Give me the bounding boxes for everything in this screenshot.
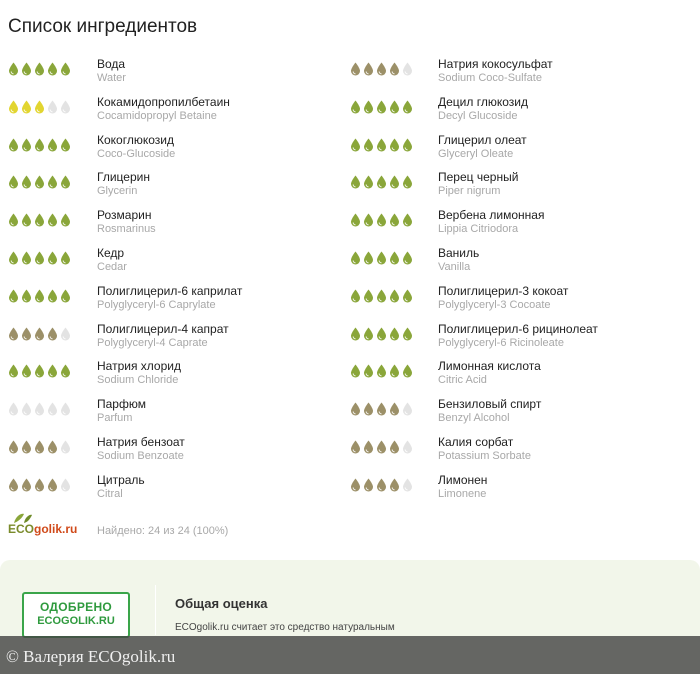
drop-icon	[350, 289, 361, 303]
ingredient-names	[438, 398, 541, 425]
drop-icon	[34, 327, 45, 341]
drop-icon	[34, 364, 45, 378]
drop-icon	[21, 289, 32, 303]
ingredient-name-ru: Полиглицерил-6 каприлат	[97, 283, 243, 298]
watermark-bar	[0, 636, 700, 674]
drop-icon	[47, 175, 58, 189]
drop-icon	[363, 327, 374, 341]
ingredient-column-left	[8, 56, 358, 510]
drop-icon	[47, 100, 58, 114]
drop-icon	[60, 175, 71, 189]
ingredient-item[interactable]	[350, 283, 700, 321]
ingredient-name-ru: Лимонен	[438, 472, 488, 487]
ingredient-name-ru: Цитраль	[97, 472, 145, 487]
drop-icon	[34, 440, 45, 454]
logo-text	[8, 522, 77, 536]
drop-icon	[376, 402, 387, 416]
ingredient-item[interactable]	[8, 207, 358, 245]
drop-icon	[389, 327, 400, 341]
stamp-line2: ECOGOLIK.RU	[37, 615, 115, 627]
drop-icon	[389, 478, 400, 492]
drop-icon	[34, 251, 45, 265]
ingredient-item[interactable]	[350, 396, 700, 434]
ingredient-names	[97, 285, 242, 312]
drop-icon	[376, 100, 387, 114]
ingredient-item[interactable]	[8, 283, 358, 321]
drop-icon	[8, 100, 19, 114]
drop-icon	[350, 440, 361, 454]
ingredient-name-lat: Vanilla	[438, 260, 471, 273]
drop-icon	[376, 478, 387, 492]
ingredient-name-ru: Розмарин	[97, 208, 152, 223]
ingredient-item[interactable]	[350, 434, 700, 472]
drop-icon	[376, 62, 387, 76]
rating-drops	[8, 327, 71, 341]
drop-icon	[34, 213, 45, 227]
drop-icon	[363, 62, 374, 76]
ingredient-names	[97, 58, 126, 85]
ingredient-name-lat: Sodium Coco-Sulfate	[438, 72, 542, 84]
drop-icon	[363, 289, 374, 303]
drop-icon	[60, 327, 71, 341]
drop-icon	[60, 440, 71, 454]
ingredient-names	[438, 209, 544, 236]
ingredient-names	[438, 285, 568, 312]
drop-icon	[34, 289, 45, 303]
drop-icon	[21, 251, 32, 265]
ingredient-name-ru: Натрия хлорид	[97, 359, 181, 374]
drop-icon	[376, 327, 387, 341]
drop-icon	[8, 175, 19, 189]
drop-icon	[21, 138, 32, 152]
drop-icon	[350, 364, 361, 378]
rating-drops	[350, 289, 413, 303]
drop-icon	[350, 251, 361, 265]
ingredient-name-ru: Вербена лимонная	[438, 208, 545, 223]
ingredient-names	[438, 96, 528, 123]
drop-icon	[34, 402, 45, 416]
drop-icon	[60, 289, 71, 303]
ingredient-item[interactable]	[8, 358, 358, 396]
ingredient-name-lat: Polyglyceryl-6 Caprylate	[97, 298, 216, 311]
rating-drops	[8, 251, 71, 265]
drop-icon	[402, 62, 413, 76]
drop-icon	[8, 440, 19, 454]
ingredient-name-lat: Decyl Glucoside	[438, 109, 518, 122]
ingredient-name-ru: Вода	[97, 57, 126, 71]
ingredient-name-lat: Piper nigrum	[438, 185, 501, 198]
ingredient-names	[438, 247, 479, 274]
drop-icon	[402, 100, 413, 114]
ingredient-name-ru: Перец черный	[438, 170, 519, 185]
drop-icon	[389, 440, 400, 454]
drop-icon	[60, 364, 71, 378]
drop-icon	[376, 364, 387, 378]
drop-icon	[21, 100, 32, 114]
drop-icon	[389, 251, 400, 265]
drop-icon	[47, 62, 58, 76]
ingredient-item[interactable]	[8, 396, 358, 434]
ingredient-names	[97, 171, 150, 198]
ingredient-name-lat: Parfum	[97, 412, 133, 425]
drop-icon	[350, 62, 361, 76]
drop-icon	[47, 138, 58, 152]
drop-icon	[376, 440, 387, 454]
found-count: Найдено: 24 из 24 (100%)	[97, 525, 229, 537]
logo-golik: golik.ru	[34, 522, 78, 536]
ingredient-item[interactable]	[350, 132, 700, 170]
drop-icon	[60, 478, 71, 492]
drop-icon	[34, 478, 45, 492]
drop-icon	[21, 327, 32, 341]
rating-drops	[350, 440, 413, 454]
ingredient-name-lat: Water	[97, 72, 126, 84]
drop-icon	[21, 213, 32, 227]
ingredient-item[interactable]	[350, 207, 700, 245]
ingredient-name-ru: Кедр	[97, 245, 125, 260]
ingredient-names	[97, 398, 146, 425]
ingredient-name-lat: Sodium Benzoate	[97, 449, 184, 462]
ingredient-name-ru: Кокоглюкозид	[97, 132, 174, 147]
ingredient-names	[438, 58, 553, 85]
drop-icon	[376, 289, 387, 303]
rating-drops	[350, 62, 413, 76]
ingredient-item[interactable]	[8, 169, 358, 207]
drop-icon	[8, 327, 19, 341]
drop-icon	[8, 478, 19, 492]
drop-icon	[350, 138, 361, 152]
drop-icon	[363, 364, 374, 378]
drop-icon	[402, 175, 413, 189]
ingredient-name-lat: Polyglyceryl-4 Caprate	[97, 336, 208, 349]
ingredient-name-ru: Глицерин	[97, 170, 150, 185]
ingredient-item[interactable]	[8, 434, 358, 472]
drop-icon	[389, 175, 400, 189]
ingredient-name-lat: Cedar	[97, 260, 127, 273]
rating-drops	[350, 327, 413, 341]
drop-icon	[389, 100, 400, 114]
drop-icon	[34, 175, 45, 189]
page-title: Список ингредиентов	[8, 16, 198, 37]
rating-drops	[350, 138, 413, 152]
drop-icon	[350, 213, 361, 227]
drop-icon	[350, 402, 361, 416]
ingredient-item[interactable]	[8, 321, 358, 359]
ingredient-name-ru: Калия сорбат	[438, 434, 514, 449]
drop-icon	[60, 100, 71, 114]
ingredient-item[interactable]	[8, 472, 358, 510]
ecogolik-logo[interactable]	[8, 512, 88, 542]
rating-drops	[8, 402, 71, 416]
ingredient-item[interactable]	[8, 132, 358, 170]
drop-icon	[47, 251, 58, 265]
ingredient-names	[97, 323, 229, 350]
ingredient-names	[97, 436, 185, 463]
ingredient-name-lat: Polyglyceryl-3 Cocoate	[438, 298, 551, 311]
ingredient-name-lat: Sodium Chloride	[97, 374, 179, 387]
drop-icon	[402, 327, 413, 341]
ingredient-name-lat: Limonene	[438, 487, 487, 500]
logo-eco: ECO	[8, 522, 35, 536]
drop-icon	[389, 138, 400, 152]
ingredient-name-ru: Полиглицерил-6 рицинолеат	[438, 321, 598, 336]
drop-icon	[21, 175, 32, 189]
ingredient-names	[97, 134, 175, 161]
drop-icon	[376, 251, 387, 265]
rating-drops	[350, 175, 413, 189]
drop-icon	[363, 440, 374, 454]
ingredient-name-lat: Glyceryl Oleate	[438, 147, 514, 160]
drop-icon	[47, 289, 58, 303]
ingredient-name-ru: Полиглицерил-3 кокоат	[438, 283, 569, 298]
ingredient-name-lat: Benzyl Alcohol	[438, 412, 510, 425]
drop-icon	[47, 327, 58, 341]
rating-drops	[350, 213, 413, 227]
drop-icon	[363, 251, 374, 265]
ingredient-names	[97, 247, 127, 274]
drop-icon	[376, 175, 387, 189]
rating-drops	[350, 364, 413, 378]
ingredient-name-ru: Натрия бензоат	[97, 434, 185, 449]
rating-drops	[8, 100, 71, 114]
ingredient-name-ru: Глицерил олеат	[438, 132, 527, 147]
drop-icon	[402, 478, 413, 492]
rating-drops	[350, 251, 413, 265]
rating-drops	[350, 402, 413, 416]
drop-icon	[389, 213, 400, 227]
rating-drops	[8, 440, 71, 454]
drop-icon	[60, 251, 71, 265]
ingredient-name-lat: Polyglyceryl-6 Ricinoleate	[438, 336, 564, 349]
ingredient-item[interactable]	[8, 94, 358, 132]
rating-drops	[8, 289, 71, 303]
rating-drops	[350, 478, 413, 492]
drop-icon	[8, 364, 19, 378]
drop-icon	[402, 364, 413, 378]
rating-drops	[8, 364, 71, 378]
drop-icon	[47, 478, 58, 492]
stamp-line1: ОДОБРЕНО	[39, 600, 113, 614]
drop-icon	[350, 478, 361, 492]
drop-icon	[34, 138, 45, 152]
ingredient-names	[438, 474, 487, 501]
drop-icon	[376, 213, 387, 227]
rating-drops	[8, 478, 71, 492]
ingredient-item[interactable]	[8, 245, 358, 283]
drop-icon	[376, 138, 387, 152]
drop-icon	[402, 440, 413, 454]
drop-icon	[363, 213, 374, 227]
ingredient-names	[97, 96, 230, 123]
drop-icon	[34, 62, 45, 76]
rating-drops	[8, 213, 71, 227]
ingredient-name-lat: Rosmarinus	[97, 223, 156, 236]
drop-icon	[60, 62, 71, 76]
drop-icon	[8, 138, 19, 152]
drop-icon	[8, 251, 19, 265]
drop-icon	[389, 289, 400, 303]
drop-icon	[21, 364, 32, 378]
ingredient-name-lat: Lippia Citriodora	[438, 223, 519, 236]
ingredient-names	[97, 360, 181, 387]
drop-icon	[60, 213, 71, 227]
ingredient-item[interactable]	[350, 321, 700, 359]
ingredient-item[interactable]	[350, 245, 700, 283]
drop-icon	[8, 62, 19, 76]
ingredient-column-right	[350, 56, 700, 510]
watermark-text: © Валерия ECOgolik.ru	[6, 647, 176, 666]
drop-icon	[47, 402, 58, 416]
drop-icon	[402, 138, 413, 152]
drop-icon	[60, 138, 71, 152]
drop-icon	[21, 62, 32, 76]
drop-icon	[8, 402, 19, 416]
drop-icon	[389, 364, 400, 378]
drop-icon	[350, 100, 361, 114]
overall-text: ECOgolik.ru считает это средство натуральным	[175, 622, 395, 633]
drop-icon	[47, 364, 58, 378]
drop-icon	[363, 175, 374, 189]
ingredient-item[interactable]	[350, 56, 700, 94]
drop-icon	[402, 213, 413, 227]
drop-icon	[350, 327, 361, 341]
ingredient-name-lat: Glycerin	[97, 185, 138, 198]
rating-drops	[8, 62, 71, 76]
ingredient-name-lat: Cocamidopropyl Betaine	[97, 109, 217, 122]
drop-icon	[8, 289, 19, 303]
ingredient-item[interactable]	[8, 56, 358, 94]
ingredient-names	[97, 209, 156, 236]
drop-icon	[21, 402, 32, 416]
ingredient-name-ru: Парфюм	[97, 397, 146, 412]
drop-icon	[363, 402, 374, 416]
drop-icon	[389, 62, 400, 76]
approved-stamp	[22, 592, 130, 638]
rating-drops	[350, 100, 413, 114]
ingredient-name-ru: Ваниль	[438, 245, 480, 260]
ingredient-names	[438, 134, 527, 161]
ingredient-name-lat: Citric Acid	[438, 374, 487, 387]
ingredient-name-lat: Citral	[97, 487, 123, 500]
drop-icon	[60, 402, 71, 416]
ingredient-names	[438, 436, 531, 463]
drop-icon	[402, 402, 413, 416]
drop-icon	[47, 213, 58, 227]
ingredient-names	[97, 474, 145, 501]
rating-drops	[8, 175, 71, 189]
drop-icon	[389, 402, 400, 416]
ingredient-item[interactable]	[350, 472, 700, 510]
ingredient-names	[438, 323, 598, 350]
ingredient-name-lat: Coco-Glucoside	[97, 147, 176, 160]
drop-icon	[363, 478, 374, 492]
rating-drops	[8, 138, 71, 152]
ingredient-item[interactable]	[350, 94, 700, 132]
drop-icon	[21, 440, 32, 454]
ingredient-item[interactable]	[350, 169, 700, 207]
ingredient-name-ru: Децил глюкозид	[438, 94, 528, 109]
drop-icon	[363, 100, 374, 114]
drop-icon	[402, 251, 413, 265]
ingredient-names	[438, 360, 541, 387]
ingredient-names	[438, 171, 518, 198]
drop-icon	[363, 138, 374, 152]
drop-icon	[8, 213, 19, 227]
overall-title: Общая оценка	[175, 596, 268, 611]
drop-icon	[21, 478, 32, 492]
ingredient-name-ru: Бензиловый спирт	[438, 397, 542, 412]
drop-icon	[34, 100, 45, 114]
drop-icon	[350, 175, 361, 189]
drop-icon	[402, 289, 413, 303]
ingredient-name-ru: Полиглицерил-4 капрат	[97, 321, 229, 336]
drop-icon	[47, 440, 58, 454]
ingredient-name-ru: Лимонная кислота	[438, 359, 541, 374]
divider	[155, 585, 156, 635]
ingredient-name-ru: Натрия кокосульфат	[438, 57, 553, 71]
ingredient-name-ru: Кокамидопропилбетаин	[97, 94, 230, 109]
ingredient-name-lat: Potassium Sorbate	[438, 449, 531, 462]
ingredient-item[interactable]	[350, 358, 700, 396]
